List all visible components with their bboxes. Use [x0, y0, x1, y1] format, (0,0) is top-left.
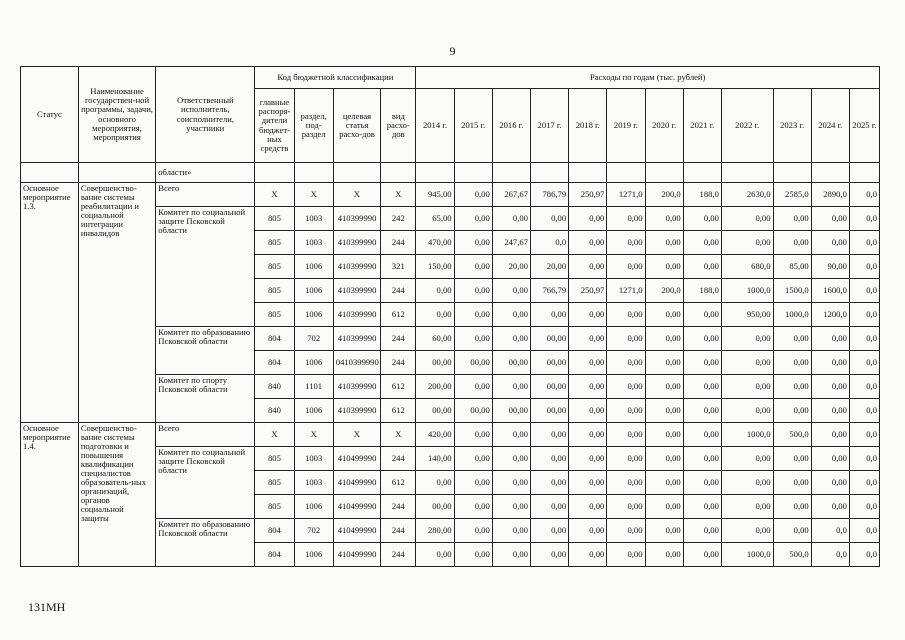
budget-code-cell: 244: [381, 351, 416, 375]
expense-value-cell: 0,00: [416, 279, 454, 303]
expense-value-cell: 1600,0: [811, 279, 849, 303]
expense-value-cell: 267,67: [492, 183, 530, 207]
expense-value-cell: 250,97: [569, 183, 607, 207]
expense-value-cell: 0,0: [849, 255, 879, 279]
expense-value-cell: 0,00: [811, 447, 849, 471]
expense-value-cell: 0,00: [607, 495, 645, 519]
budget-code-cell: X: [381, 183, 416, 207]
expense-value-cell: 0,0: [811, 543, 849, 567]
expense-value-cell: 0,00: [530, 303, 568, 327]
budget-code-cell: 1006: [294, 303, 333, 327]
expense-value-cell: 1000,0: [721, 543, 773, 567]
expense-value-cell: 0,00: [645, 423, 683, 447]
budget-code-cell: 1003: [294, 471, 333, 495]
budget-code-cell: 244: [381, 447, 416, 471]
budget-code-cell: X: [255, 183, 294, 207]
expense-value-cell: 500,0: [773, 543, 811, 567]
expense-value-cell: 0,00: [721, 231, 773, 255]
budget-code-cell: 805: [255, 279, 294, 303]
expense-value-cell: 0,00: [811, 375, 849, 399]
expense-value-cell: 00,00: [416, 399, 454, 423]
expense-value-cell: 0,00: [492, 519, 530, 543]
expense-value-cell: 500,0: [773, 423, 811, 447]
expense-value-cell: 0,00: [773, 351, 811, 375]
expense-value-cell: 0,00: [721, 351, 773, 375]
expense-value-cell: 0,00: [569, 423, 607, 447]
expense-value-cell: 0,00: [683, 543, 721, 567]
expense-value-cell: 0,00: [773, 231, 811, 255]
expense-value-cell: 00,00: [492, 399, 530, 423]
budget-code-cell: 1003: [294, 231, 333, 255]
expenses-table: [20, 66, 880, 567]
budget-code-cell: 840: [255, 375, 294, 399]
expense-value-cell: 00,00: [530, 399, 568, 423]
expense-value-cell: 1500,0: [773, 279, 811, 303]
budget-code-cell: 410399990: [333, 375, 380, 399]
expense-value-cell: 0,00: [530, 519, 568, 543]
expense-value-cell: 0,00: [683, 207, 721, 231]
expense-value-cell: 0,00: [492, 471, 530, 495]
expense-value-cell: 0,00: [645, 375, 683, 399]
header-expenses: Расходы по годам (тыс. рублей): [416, 67, 880, 89]
budget-code-cell: 242: [381, 207, 416, 231]
expense-value-cell: 0,0: [849, 375, 879, 399]
budget-code-cell: 1006: [294, 495, 333, 519]
header-year: 2023 г.: [773, 89, 811, 163]
expense-value-cell: 0,00: [454, 495, 492, 519]
expense-value-cell: 200,0: [645, 279, 683, 303]
expense-value-cell: 0,00: [773, 327, 811, 351]
header-budget-sub: целевая статья расхо-дов: [333, 89, 380, 163]
expense-value-cell: 0,00: [773, 471, 811, 495]
expense-value-cell: 0,0: [849, 543, 879, 567]
expense-value-cell: 0,00: [569, 375, 607, 399]
expense-value-cell: 0,00: [454, 327, 492, 351]
responsible-cell: Комитет по социальной защите Псковской области: [156, 207, 255, 327]
expense-value-cell: 20,00: [530, 255, 568, 279]
budget-code-cell: 410499990: [333, 543, 380, 567]
expense-value-cell: 0,0: [849, 207, 879, 231]
budget-code-cell: 244: [381, 279, 416, 303]
expense-value-cell: 0,00: [492, 495, 530, 519]
expense-value-cell: 0,00: [607, 327, 645, 351]
expense-value-cell: 0,00: [811, 207, 849, 231]
expense-value-cell: 0,00: [454, 375, 492, 399]
budget-code-cell: 1006: [294, 351, 333, 375]
expense-value-cell: 0,00: [454, 447, 492, 471]
expense-value-cell: 90,00: [811, 255, 849, 279]
budget-code-cell: 410499990: [333, 519, 380, 543]
budget-code-cell: 1003: [294, 447, 333, 471]
page-number: 9: [449, 44, 456, 58]
expense-value-cell: 0,00: [683, 231, 721, 255]
expense-value-cell: 0,00: [454, 231, 492, 255]
expense-value-cell: 0,00: [454, 471, 492, 495]
budget-code-cell: 244: [381, 519, 416, 543]
expense-value-cell: 0,0: [849, 399, 879, 423]
expense-value-cell: 0,00: [454, 255, 492, 279]
expense-value-cell: 0,00: [683, 471, 721, 495]
expense-value-cell: 0,00: [645, 495, 683, 519]
expense-value-cell: 0,0: [530, 231, 568, 255]
budget-code-cell: 804: [255, 543, 294, 567]
budget-code-cell: 612: [381, 399, 416, 423]
budget-code-cell: 321: [381, 255, 416, 279]
budget-code-cell: 702: [294, 519, 333, 543]
budget-code-cell: 1006: [294, 255, 333, 279]
expense-value-cell: 0,00: [416, 471, 454, 495]
budget-code-cell: 702: [294, 327, 333, 351]
budget-code-cell: 244: [381, 327, 416, 351]
budget-code-cell: 410399990: [333, 399, 380, 423]
header-year: 2025 г.: [849, 89, 879, 163]
expense-value-cell: 0,00: [492, 279, 530, 303]
expense-value-cell: 1200,0: [811, 303, 849, 327]
expense-value-cell: 2630,0: [721, 183, 773, 207]
expense-value-cell: 00,00: [530, 351, 568, 375]
expense-value-cell: 0,00: [645, 207, 683, 231]
expense-value-cell: 0,00: [721, 471, 773, 495]
expense-value-cell: 0,0: [811, 519, 849, 543]
expense-value-cell: 0,00: [683, 447, 721, 471]
expense-value-cell: 0,00: [683, 375, 721, 399]
budget-code-cell: 805: [255, 495, 294, 519]
expense-value-cell: 00,00: [530, 375, 568, 399]
expense-value-cell: 0,00: [811, 351, 849, 375]
expense-value-cell: 150,00: [416, 255, 454, 279]
responsible-cell: Всего: [156, 423, 255, 447]
expense-value-cell: 950,00: [721, 303, 773, 327]
expense-value-cell: 0,00: [645, 543, 683, 567]
budget-code-cell: 805: [255, 207, 294, 231]
budget-code-cell: 410399990: [333, 231, 380, 255]
budget-code-cell: 244: [381, 231, 416, 255]
responsible-cell: Комитет по социальной защите Псковской области: [156, 447, 255, 519]
expense-value-cell: 0,00: [454, 207, 492, 231]
header-status: Статус: [21, 67, 79, 163]
expense-value-cell: 188,0: [683, 279, 721, 303]
expense-value-cell: 0,00: [607, 255, 645, 279]
expense-value-cell: 766,79: [530, 279, 568, 303]
expense-value-cell: 420,00: [416, 423, 454, 447]
budget-code-cell: 1101: [294, 375, 333, 399]
budget-code-cell: 410399990: [333, 303, 380, 327]
expense-value-cell: 0,00: [607, 303, 645, 327]
status-cell: Основное мероприятие 1.3.: [21, 183, 79, 423]
expense-value-cell: 85,00: [773, 255, 811, 279]
budget-code-cell: 804: [255, 351, 294, 375]
expense-value-cell: 0,00: [492, 423, 530, 447]
budget-code-cell: 805: [255, 255, 294, 279]
expense-value-cell: 0,00: [492, 447, 530, 471]
expense-value-cell: 0,00: [683, 519, 721, 543]
expense-value-cell: 00,00: [454, 351, 492, 375]
expense-value-cell: 0,00: [607, 375, 645, 399]
budget-code-cell: 410399990: [333, 279, 380, 303]
header-year: 2014 г.: [416, 89, 454, 163]
expense-value-cell: 0,00: [811, 423, 849, 447]
header-year: 2020 г.: [645, 89, 683, 163]
expense-value-cell: 0,00: [683, 399, 721, 423]
expense-value-cell: 1000,0: [721, 279, 773, 303]
expense-value-cell: 0,00: [811, 471, 849, 495]
responsible-cell: Всего: [156, 183, 255, 207]
expense-value-cell: 680,0: [721, 255, 773, 279]
name-cell: Совершенство-вание системы подготовки и повышения квалификации специалистов образователь-ных организаций, органов социальной защиты: [78, 423, 155, 567]
expense-value-cell: 0,00: [530, 543, 568, 567]
expense-value-cell: 470,00: [416, 231, 454, 255]
expense-value-cell: 945,00: [416, 183, 454, 207]
expense-value-cell: 0,00: [454, 519, 492, 543]
responsible-cell: Комитет по образованию Псковской области: [156, 519, 255, 567]
status-cell: Основное мероприятие 1.4.: [21, 423, 79, 567]
header-year: 2022 г.: [721, 89, 773, 163]
expense-value-cell: 0,00: [454, 423, 492, 447]
expense-value-cell: 65,00: [416, 207, 454, 231]
expense-value-cell: 250,97: [569, 279, 607, 303]
budget-code-cell: 805: [255, 471, 294, 495]
expense-value-cell: 200,0: [645, 183, 683, 207]
expense-value-cell: 0,0: [849, 303, 879, 327]
budget-code-cell: 612: [381, 471, 416, 495]
budget-code-cell: 410399990: [333, 207, 380, 231]
expense-value-cell: 20,00: [492, 255, 530, 279]
expense-value-cell: 0,00: [683, 303, 721, 327]
expense-value-cell: 0,00: [645, 231, 683, 255]
expense-value-cell: 0,00: [607, 447, 645, 471]
expense-value-cell: 0,00: [569, 399, 607, 423]
budget-code-cell: X: [333, 183, 380, 207]
header-year: 2018 г.: [569, 89, 607, 163]
expense-value-cell: 188,0: [683, 183, 721, 207]
expense-value-cell: 0,00: [773, 495, 811, 519]
expense-value-cell: 0,00: [569, 303, 607, 327]
expense-value-cell: 0,00: [645, 327, 683, 351]
expense-value-cell: 280,00: [416, 519, 454, 543]
expense-value-cell: 1271,0: [607, 279, 645, 303]
expense-value-cell: 0,00: [569, 231, 607, 255]
header-budget-classification: Код бюджетной классификации: [255, 67, 416, 89]
expense-value-cell: 0,00: [569, 351, 607, 375]
expense-value-cell: 0,00: [645, 519, 683, 543]
budget-code-cell: 244: [381, 543, 416, 567]
expense-value-cell: 0,00: [811, 399, 849, 423]
budget-code-cell: 1006: [294, 279, 333, 303]
expense-value-cell: 0,00: [607, 543, 645, 567]
budget-code-cell: 804: [255, 327, 294, 351]
expense-value-cell: 0,00: [607, 399, 645, 423]
header-year: 2019 г.: [607, 89, 645, 163]
budget-code-cell: 410499990: [333, 447, 380, 471]
expense-value-cell: 0,00: [569, 207, 607, 231]
expense-value-cell: 0,00: [721, 519, 773, 543]
expense-value-cell: 140,00: [416, 447, 454, 471]
expense-value-cell: 0,00: [492, 543, 530, 567]
responsible-cell: Комитет по образованию Псковской области: [156, 327, 255, 375]
budget-code-cell: 1006: [294, 399, 333, 423]
budget-code-cell: 244: [381, 495, 416, 519]
budget-code-cell: X: [333, 423, 380, 447]
expense-value-cell: 0,00: [645, 255, 683, 279]
expense-value-cell: 0,00: [811, 495, 849, 519]
expense-value-cell: 0,00: [454, 183, 492, 207]
expense-value-cell: 0,0: [849, 471, 879, 495]
expense-value-cell: 0,00: [569, 519, 607, 543]
budget-code-cell: 612: [381, 303, 416, 327]
expense-value-cell: 0,00: [607, 423, 645, 447]
expense-value-cell: 0,00: [683, 351, 721, 375]
expense-value-cell: 0,00: [530, 207, 568, 231]
expense-value-cell: 1271,0: [607, 183, 645, 207]
expense-value-cell: 0,00: [607, 231, 645, 255]
name-cell: Совершенство-вание системы реабилитации и социальной интеграции инвалидов: [78, 183, 155, 423]
expense-value-cell: 0,00: [645, 303, 683, 327]
header-year: 2015 г.: [454, 89, 492, 163]
expense-value-cell: 0,0: [849, 279, 879, 303]
expense-value-cell: 0,0: [849, 447, 879, 471]
expense-value-cell: 0,00: [645, 471, 683, 495]
budget-code-cell: 612: [381, 375, 416, 399]
budget-code-cell: 805: [255, 447, 294, 471]
expense-value-cell: 0,0: [849, 327, 879, 351]
budget-code-cell: X: [255, 423, 294, 447]
expense-value-cell: 786,79: [530, 183, 568, 207]
expense-value-cell: 0,00: [811, 231, 849, 255]
expense-value-cell: 0,00: [530, 471, 568, 495]
budget-code-cell: 840: [255, 399, 294, 423]
expense-value-cell: 0,00: [683, 327, 721, 351]
expense-value-cell: 0,0: [849, 231, 879, 255]
budget-code-cell: 804: [255, 519, 294, 543]
expense-value-cell: 0,00: [645, 447, 683, 471]
expense-value-cell: 0,00: [773, 447, 811, 471]
budget-code-cell: 410499990: [333, 495, 380, 519]
expense-value-cell: 0,00: [492, 207, 530, 231]
header-year: 2024 г.: [811, 89, 849, 163]
expense-value-cell: 0,0: [849, 351, 879, 375]
header-budget-sub: главные распоря-дители бюджет-ных средств: [255, 89, 294, 163]
expense-value-cell: 0,00: [811, 327, 849, 351]
header-budget-sub: раздел, под-раздел: [294, 89, 333, 163]
budget-code-cell: X: [294, 183, 333, 207]
budget-code-cell: X: [381, 423, 416, 447]
budget-code-cell: 1006: [294, 543, 333, 567]
expense-value-cell: 2890,0: [811, 183, 849, 207]
expense-value-cell: 247,67: [492, 231, 530, 255]
expense-value-cell: 0,00: [416, 303, 454, 327]
budget-code-cell: X: [294, 423, 333, 447]
expense-value-cell: 0,00: [721, 399, 773, 423]
expense-value-cell: 0,00: [773, 519, 811, 543]
expense-value-cell: 0,00: [492, 375, 530, 399]
expense-value-cell: 0,0: [849, 423, 879, 447]
budget-code-cell: 410399990: [333, 327, 380, 351]
table-row: [21, 183, 880, 207]
expense-value-cell: 0,00: [530, 495, 568, 519]
expense-value-cell: 0,00: [721, 495, 773, 519]
header-year: 2017 г.: [530, 89, 568, 163]
expense-value-cell: 00,00: [416, 351, 454, 375]
expense-value-cell: 0,00: [416, 543, 454, 567]
expense-value-cell: 0,00: [683, 423, 721, 447]
expense-value-cell: 0,00: [569, 495, 607, 519]
expense-value-cell: 0,00: [721, 447, 773, 471]
header-year: 2021 г.: [683, 89, 721, 163]
header-budget-sub: вид расхо-дов: [381, 89, 416, 163]
expense-value-cell: 0,00: [454, 279, 492, 303]
expense-value-cell: 0,00: [492, 327, 530, 351]
table-row: [21, 423, 880, 447]
expense-value-cell: 0,00: [569, 447, 607, 471]
expense-value-cell: 1000,0: [773, 303, 811, 327]
expense-value-cell: 0,00: [645, 351, 683, 375]
carry-over-row: [21, 163, 880, 183]
expense-value-cell: 0,00: [569, 255, 607, 279]
expense-value-cell: 60,00: [416, 327, 454, 351]
expense-value-cell: 1000,0: [721, 423, 773, 447]
expense-value-cell: 0,00: [721, 375, 773, 399]
expense-value-cell: 0,00: [492, 303, 530, 327]
expense-value-cell: 0,00: [530, 423, 568, 447]
expense-value-cell: 0,00: [721, 207, 773, 231]
expense-value-cell: 0,0: [849, 183, 879, 207]
expense-value-cell: 0,00: [721, 327, 773, 351]
expense-value-cell: 00,00: [416, 495, 454, 519]
expense-value-cell: 0,00: [530, 447, 568, 471]
expense-value-cell: 0,00: [773, 375, 811, 399]
expense-value-cell: 0,0: [849, 519, 879, 543]
expense-value-cell: 0,00: [607, 351, 645, 375]
header-responsible: Ответственный исполнитель, соисполнители, участники: [156, 67, 255, 163]
budget-code-cell: 805: [255, 303, 294, 327]
expense-value-cell: 00,00: [492, 351, 530, 375]
header-year: 2016 г.: [492, 89, 530, 163]
footer-code: 131МН: [28, 600, 66, 614]
budget-code-cell: 805: [255, 231, 294, 255]
carry-over-text: области»: [156, 163, 255, 183]
expense-value-cell: 0,0: [849, 495, 879, 519]
expense-value-cell: 0,00: [569, 471, 607, 495]
header-name: Наименование государствен-ной программы, задачи, основного мероприятия, мероприятия: [78, 67, 155, 163]
expense-value-cell: 0,00: [773, 399, 811, 423]
expense-value-cell: 0,00: [607, 207, 645, 231]
expense-value-cell: 00,00: [530, 327, 568, 351]
budget-code-cell: 410399990: [333, 255, 380, 279]
expense-value-cell: 0,00: [683, 255, 721, 279]
expense-value-cell: 0,00: [454, 543, 492, 567]
budget-code-cell: 410499990: [333, 471, 380, 495]
responsible-cell: Комитет по спорту Псковской области: [156, 375, 255, 423]
expense-value-cell: 2585,0: [773, 183, 811, 207]
expense-value-cell: 0,00: [607, 519, 645, 543]
budget-code-cell: 0410399990: [333, 351, 380, 375]
budget-code-cell: 1003: [294, 207, 333, 231]
expense-value-cell: 0,00: [569, 327, 607, 351]
expense-value-cell: 0,00: [454, 303, 492, 327]
expense-value-cell: 0,00: [683, 495, 721, 519]
expense-value-cell: 0,00: [773, 207, 811, 231]
expense-value-cell: 0,00: [569, 543, 607, 567]
expense-value-cell: 200,00: [416, 375, 454, 399]
expense-value-cell: 0,00: [645, 399, 683, 423]
expense-value-cell: 00,00: [454, 399, 492, 423]
expense-value-cell: 0,00: [607, 471, 645, 495]
